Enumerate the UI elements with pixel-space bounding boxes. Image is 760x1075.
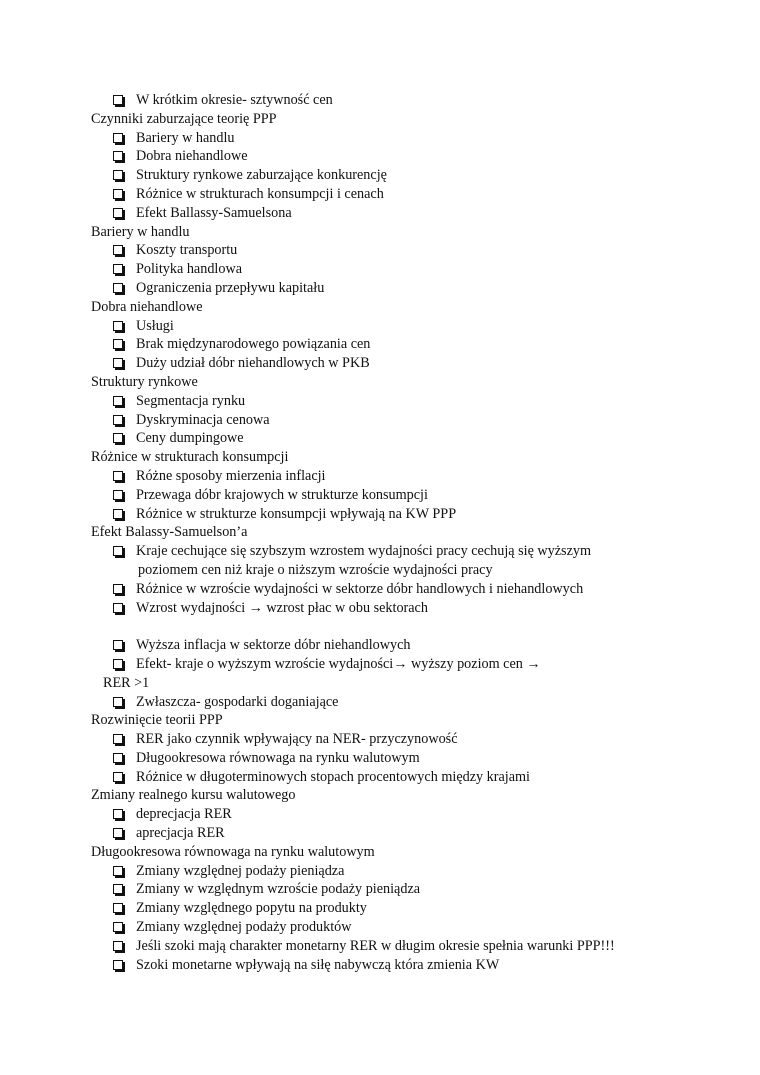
bullet-item — [91, 467, 711, 486]
bullet-item — [91, 505, 711, 524]
checkbox-bullet-icon — [113, 170, 123, 180]
bullet-text: Jeśli szoki mają charakter monetarny RER w długim okresie spełnia warunki PPP!!! — [136, 937, 615, 954]
section-heading: Długookresowa równowaga na rynku walutowym — [91, 843, 375, 860]
bullet-item — [91, 880, 711, 899]
bullet-text: Zmiany względnej podaży pieniądza — [136, 862, 345, 879]
bullet-text: Brak międzynarodowego powiązania cen — [136, 336, 371, 353]
checkbox-bullet-icon — [113, 208, 123, 218]
bullet-text: Różnice w strukturze konsumpcji wpływają na KW PPP — [136, 505, 457, 522]
checkbox-bullet-icon — [113, 753, 123, 763]
bullet-text: Polityka handlowa — [136, 261, 242, 278]
bullet-text: Różnice w strukturach konsumpcji i cenach — [136, 185, 384, 202]
checkbox-bullet-icon — [113, 358, 123, 368]
checkbox-bullet-icon — [113, 603, 123, 613]
bullet-item — [91, 768, 711, 787]
checkbox-bullet-icon — [113, 151, 123, 161]
bullet-text: Dobra niehandlowe — [136, 148, 248, 165]
bullet-continuation: RER >1 — [103, 674, 150, 691]
checkbox-bullet-icon — [113, 828, 123, 838]
bullet-text: Ograniczenia przepływu kapitału — [136, 279, 325, 296]
blank-line — [91, 617, 711, 636]
bullet-item — [91, 317, 711, 336]
bullet-item — [91, 899, 711, 918]
section-heading: Czynniki zaburzające teorię PPP — [91, 110, 277, 127]
bullet-item — [91, 429, 711, 448]
document-body — [91, 91, 711, 974]
bullet-item — [91, 335, 711, 354]
checkbox-bullet-icon — [113, 509, 123, 519]
checkbox-bullet-icon — [113, 339, 123, 349]
checkbox-bullet-icon — [113, 133, 123, 143]
bullet-item — [91, 147, 711, 166]
bullet-text: Kraje cechujące się szybszym wzrostem wydajności pracy cechują się wyższym — [136, 543, 591, 560]
bullet-text: Struktury rynkowe zaburzające konkurencję — [136, 167, 387, 184]
bullet-item — [91, 862, 711, 881]
bullet-item — [91, 824, 711, 843]
checkbox-bullet-icon — [113, 960, 123, 970]
bullet-text: RER jako czynnik wpływający na NER- przyczynowość — [136, 731, 458, 748]
bullet-item — [91, 260, 711, 279]
checkbox-bullet-icon — [113, 189, 123, 199]
checkbox-bullet-icon — [113, 866, 123, 876]
checkbox-bullet-icon — [113, 659, 123, 669]
checkbox-bullet-icon — [113, 264, 123, 274]
bullet-item — [91, 411, 711, 430]
checkbox-bullet-icon — [113, 941, 123, 951]
bullet-item — [91, 279, 711, 298]
bullet-item — [91, 91, 711, 110]
checkbox-bullet-icon — [113, 433, 123, 443]
bullet-text: Długookresowa równowaga na rynku walutowym — [136, 749, 420, 766]
checkbox-bullet-icon — [113, 809, 123, 819]
bullet-item — [91, 129, 711, 148]
checkbox-bullet-icon — [113, 640, 123, 650]
checkbox-bullet-icon — [113, 734, 123, 744]
bullet-item — [91, 486, 711, 505]
bullet-text: Bariery w handlu — [136, 129, 235, 146]
checkbox-bullet-icon — [113, 283, 123, 293]
section-heading: Struktury rynkowe — [91, 373, 198, 390]
bullet-text: Dyskryminacja cenowa — [136, 411, 270, 428]
bullet-item — [91, 542, 711, 561]
bullet-text: Wzrost wydajności → wzrost płac w obu sektorach — [136, 599, 428, 616]
bullet-text: Segmentacja rynku — [136, 392, 246, 409]
checkbox-bullet-icon — [113, 772, 123, 782]
checkbox-bullet-icon — [113, 697, 123, 707]
bullet-item — [91, 956, 711, 975]
bullet-text: Usługi — [136, 317, 174, 334]
bullet-text: Koszty transportu — [136, 242, 238, 259]
section-heading: Zmiany realnego kursu walutowego — [91, 787, 296, 804]
bullet-text: Duży udział dóbr niehandlowych w PKB — [136, 355, 370, 372]
bullet-item — [91, 166, 711, 185]
checkbox-bullet-icon — [113, 546, 123, 556]
bullet-text: Szoki monetarne wpływają na siłę nabywczą która zmienia KW — [136, 956, 500, 973]
checkbox-bullet-icon — [113, 471, 123, 481]
bullet-text: W krótkim okresie- sztywność cen — [136, 92, 333, 108]
checkbox-bullet-icon — [113, 884, 123, 894]
bullet-text: aprecjacja RER — [136, 825, 225, 842]
bullet-item — [91, 636, 711, 655]
bullet-continuation: poziomem cen niż kraje o niższym wzroście wydajności pracy — [138, 561, 493, 578]
section-heading: Efekt Balassy-Samuelson’a — [91, 524, 248, 541]
checkbox-bullet-icon — [113, 922, 123, 932]
bullet-item — [91, 749, 711, 768]
bullet-text: Efekt Ballassy-Samuelsona — [136, 204, 292, 221]
bullet-text: Różnice w wzroście wydajności w sektorze dóbr handlowych i niehandlowych — [136, 580, 584, 597]
section-heading: Różnice w strukturach konsumpcji — [91, 449, 289, 466]
bullet-item — [91, 937, 711, 956]
bullet-text: Zmiany w względnym wzroście podaży pieniądza — [136, 881, 421, 898]
checkbox-bullet-icon — [113, 396, 123, 406]
bullet-item — [91, 241, 711, 260]
section-heading: Bariery w handlu — [91, 223, 190, 240]
section-heading: Rozwinięcie teorii PPP — [91, 712, 223, 729]
checkbox-bullet-icon — [113, 321, 123, 331]
bullet-item — [91, 204, 711, 223]
checkbox-bullet-icon — [113, 490, 123, 500]
bullet-item — [91, 580, 711, 599]
bullet-text: Wyższa inflacja w sektorze dóbr niehandlowych — [136, 637, 411, 654]
bullet-text: Zmiany względnego popytu na produkty — [136, 900, 367, 917]
checkbox-bullet-icon — [113, 903, 123, 913]
section-heading: Dobra niehandlowe — [91, 298, 203, 315]
bullet-text: Zwłaszcza- gospodarki doganiające — [136, 693, 339, 710]
bullet-item — [91, 693, 711, 712]
bullet-text: Przewaga dóbr krajowych w strukturze konsumpcji — [136, 486, 428, 503]
bullet-text: Różne sposoby mierzenia inflacji — [136, 467, 326, 484]
bullet-item — [91, 185, 711, 204]
checkbox-bullet-icon — [113, 584, 123, 594]
checkbox-bullet-icon — [113, 245, 123, 255]
bullet-text: Różnice w długoterminowych stopach procentowych między krajami — [136, 768, 530, 785]
bullet-item — [91, 392, 711, 411]
bullet-text: Zmiany względnej podaży produktów — [136, 919, 352, 936]
bullet-item — [91, 655, 711, 674]
bullet-item — [91, 599, 711, 618]
bullet-item — [91, 918, 711, 937]
checkbox-bullet-icon — [113, 95, 123, 105]
bullet-text: deprecjacja RER — [136, 806, 232, 823]
bullet-text: Ceny dumpingowe — [136, 430, 244, 447]
bullet-item — [91, 354, 711, 373]
bullet-item — [91, 805, 711, 824]
checkbox-bullet-icon — [113, 415, 123, 425]
bullet-item — [91, 730, 711, 749]
bullet-text: Efekt- kraje o wyższym wzroście wydajności→ wyższy poziom cen → — [136, 655, 541, 672]
